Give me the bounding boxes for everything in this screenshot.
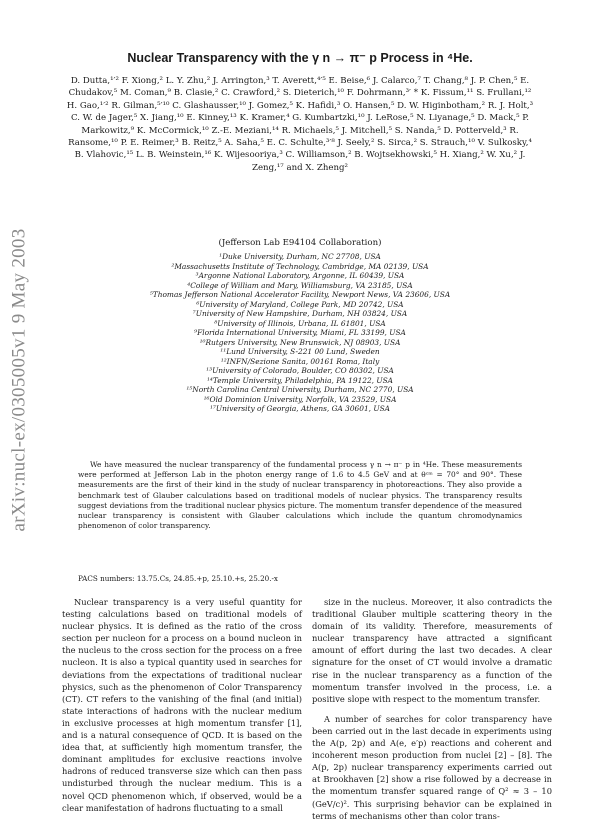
affiliation: ¹⁷University of Georgia, Athens, GA 30601, USA xyxy=(210,404,390,413)
affiliation: ¹⁶Old Dominion University, Norfolk, VA 23529, USA xyxy=(203,394,397,404)
affiliation: ⁸University of Illinois, Urbana, IL 61801, USA xyxy=(214,318,386,328)
body-column-right xyxy=(312,596,552,822)
affiliation: ¹Duke University, Durham, NC 27708, USA xyxy=(219,252,381,261)
affiliation: ³Argonne National Laboratory, Argonne, IL 60439, USA xyxy=(195,271,405,280)
affiliation: ⁵Thomas Jefferson National Accelerator Facility, Newport News, VA 23606, USA xyxy=(149,290,451,299)
affiliation: ¹⁰Rutgers University, New Brunswick, NJ 08903, USA xyxy=(199,337,401,347)
affiliation: ¹¹Lund University, S-221 00 Lund, Sweden xyxy=(220,347,380,356)
affiliation: ⁶University of Maryland, College Park, MD 20742, USA xyxy=(196,299,404,309)
body-paragraph: A number of searches for color transparency have been carried out in the last decade in experiments using the A(p, 2p) and A(e, e′p) reactions and coherent and incoherent meson production from nuclei [2] – [8]. The A(p, 2p) nuclear transparency experiments carried out at Brookhaven [2] show a rise followed by a decrease in the momentum transfer squared range of Q² ≈ 3 – 10 (GeV/c)². This surprising behavior can be explained in terms of mechanisms other than color trans- xyxy=(312,713,552,821)
body-paragraph: size in the nucleus. Moreover, it also contradicts the traditional Glauber multiple scattering theory in the domain of its validity. Therefore, measurements of nuclear transparency have attracted a significant amount of effort during the last two decades. A clear signature for the onset of CT would involve a dramatic rise in the nuclear transparency as a function of the momentum transfer involved in the process, i.e. a positive slope with respect to the momentum transfer. xyxy=(312,597,552,704)
arxiv-sidebar xyxy=(0,215,40,545)
affiliation-list xyxy=(60,252,540,414)
paper-title: Nuclear Transparency with the γ n → π⁻ p Process in ⁴He. xyxy=(127,51,473,65)
body-paragraph: Nuclear transparency is a very useful quantity for testing calculations based on traditional models of nuclear physics. It is defined as the ratio of the cross section per nucleon for a process on a bound nucleon in the nucleus to the cross section for the process on a free nucleon. It is also a typical quantity used in searches for deviations from the expectations of traditional nuclear physics, such as the phenomenon of Color Transparency (CT). CT refers to the vanishing of the final (and initial) state interactions of hadrons with the nuclear medium in exclusive processes at high momentum transfer [1], and is a natural consequence of QCD. It is based on the idea that, at sufficiently high momentum transfer, the dominant amplitudes for exclusive reactions involve hadrons of reduced transverse size which can then pass undisturbed through the nuclear medium. This is a novel QCD phenomenon which, if observed, would be a clear manifestation of hadrons fluctuating to a small xyxy=(62,597,302,813)
author-list: D. Dutta,¹′² F. Xiong,² L. Y. Zhu,² J. Arrington,³ T. Averett,⁴′⁵ E. Beise,⁶ J. Calarco,⁷ T. Chang,⁸ J. P. Chen,⁵ E. Chudakov,⁵ M. Coman,⁹ B. Clasie,² C. Crawford,² S. Dieterich,¹⁰ F. Dohrmann,³′ * K. Fissum,¹¹ S. Frullani,¹² H. Gao,¹′² R. Gilman,⁵′¹⁰ C. Glashausser,¹⁰ J. Gomez,⁵ K. Hafidi,³ O. Hansen,⁵ D. W. Higinbotham,² R. J. Holt,³ C. W. de Jager,⁵ X. Jiang,¹⁰ E. Kinney,¹³ K. Kramer,⁴ G. Kumbartzki,¹⁰ J. LeRose,⁵ N. Liyanage,⁵ D. Mack,⁵ P. Markowitz,⁹ K. McCormick,¹⁰ Z.-E. Meziani,¹⁴ R. Michaels,⁵ J. Mitchell,⁵ S. Nanda,⁵ D. Potterveld,³ R. Ransome,¹⁰ P. E. Reimer,³ B. Reitz,⁵ A. Saha,⁵ E. C. Schulte,³′⁸ J. Seely,² S. Sirca,² S. Strauch,¹⁰ V. Sulkosky,⁴ B. Vlahovic,¹⁵ L. B. Weinstein,¹⁶ K. Wijesooriya,³ C. Williamson,² B. Wojtsekhowski,⁵ H. Xiang,² W. Xu,² J. Zeng,¹⁷ and X. Zheng² xyxy=(66,76,534,173)
collaboration-name: (Jefferson Lab E94104 Collaboration) xyxy=(218,238,382,248)
affiliation: ⁷University of New Hampshire, Durham, NH 03824, USA xyxy=(192,309,408,318)
affiliation: ¹⁵North Carolina Central University, Durham, NC 2770, USA xyxy=(186,385,414,394)
pacs-numbers: PACS numbers: 13.75.Cs, 24.85.+p, 25.10.+s, 25.20.-x xyxy=(78,574,278,583)
affiliation: ¹⁴Temple University, Philadelphia, PA 19122, USA xyxy=(206,375,394,385)
abstract: We have measured the nuclear transparency of the fundamental process γ n → π⁻ p in ⁴He. These measurements were performed at Jefferson Lab in the photon energy range of 1.6 to 4.5 GeV and at θᶜᵐ = 70° and 90°. These measurements are the first of their kind in the study of nuclear transparency in photoreactions. They also provide a benchmark test of Glauber calculations based on traditional models of nuclear physics. The transparency results suggest deviations from the traditional nuclear physics picture. The momentum transfer dependence of the measured nuclear transparency is consistent with Glauber calculations which include the quantum chromodynamics phenomenon of color transparency. xyxy=(78,460,522,531)
affiliation: ²Massachusetts Institute of Technology, Cambridge, MA 02139, USA xyxy=(171,261,429,271)
affiliation: ⁴College of William and Mary, Williamsburg, VA 23185, USA xyxy=(187,280,413,290)
arxiv-identifier[interactable]: arXiv:nucl-ex/0305005v1 9 May 2003 xyxy=(9,228,31,532)
affiliation: ¹³University of Colorado, Boulder, CO 80302, USA xyxy=(206,366,394,375)
affiliation: ⁹Florida International University, Miami, FL 33199, USA xyxy=(194,328,406,337)
affiliation: ¹²INFN/Sezione Sanita, 00161 Roma, Italy xyxy=(220,356,380,366)
body-column-left xyxy=(62,596,302,814)
